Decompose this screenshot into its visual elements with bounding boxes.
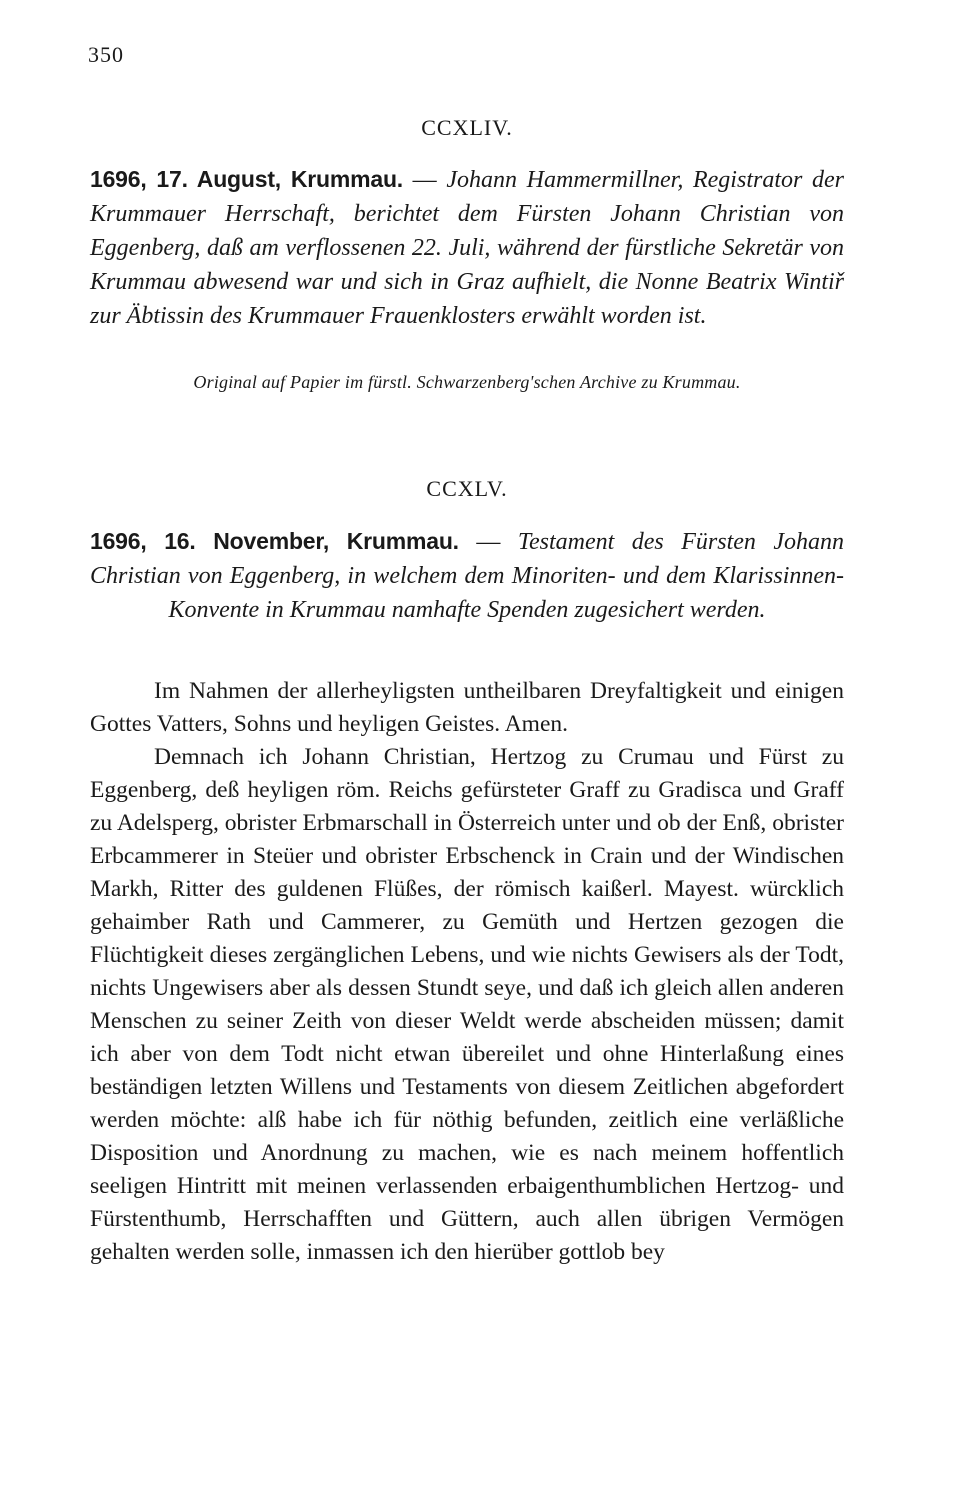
document-body [90, 675, 844, 1269]
page-number: 350 [88, 42, 124, 67]
body-paragraph: Demnach ich Johann Christian, Hertzog zu Crumau und Fürst zu Eggenberg, deß heyligen röm. Reichs gefürsteter Graff zu Gradisca und Graff zu Adelsperg, obrister Erbmarschall in Österreich unter und ob der Enß, obrister Erbcammerer in Steüer und obrister Erbschenck in Crain und der Windischen Markh, Ritter des guldenen Flüßes, der römisch kaißerl. Mayest. würcklich gehaimber Rath und Cammerer, zu Gemüth und Hertzen gezogen die Flüchtigkeit dieses zergänglichen Lebens, und wie nichts Gewisers als der Todt, nichts Ungewisers aber als dessen Stundt seye, und daß ich gleich allen anderen Menschen zu seiner Zeith von dieser Weldt werde abscheiden müssen; damit ich aber von dem Todt nicht etwan übereilet und ohne Hinterlaßung eines beständigen letzten Willens und Testaments von diesem Zeitlichen abgefordert werden möchte: alß habe ich für nöthig befunden, zeitlich eine verläßliche Disposition und Anordnung zu machen, wie es nach meinem hoffentlich seeligen Hintritt mit meinen verlassenden erbaigenthumblichen Hertzog- und Fürstenthumb, Herrschafften und Güttern, auch allen übrigen Vermögen gehalten werden solle, inmassen ich den hierüber gottlob bey [90, 744, 844, 1265]
document-summary: Johann Hammermillner, Registrator der Krummauer Herrschaft, berichtet dem Fürsten Johann Christian von Eggenberg, daß am verflossenen 22. Juli, während der fürstliche Sekretär von Krummau abwesend war und sich in Graz aufhielt, die Nonne Beatrix Wintiř zur Äbtissin des Krummauer Frauenklosters erwählt worden ist. [90, 167, 844, 329]
document-date-place: 1696, 17. August, Krummau. [90, 166, 403, 192]
document-heading [90, 524, 844, 627]
heading-dash: — [476, 529, 501, 555]
document-heading [90, 162, 844, 333]
document-summary: Testament des Fürsten Johann Christian von Eggenberg, in welchem dem Minoriten- und dem Klarissinnen-Konvente in Krummau namhafte Spenden zugesichert werden. [90, 529, 845, 623]
source-note: Original auf Papier im fürstl. Schwarzenberg'schen Archive zu Krummau. [193, 372, 741, 392]
document-number: CCXLV. [426, 476, 508, 501]
body-paragraph: Im Nahmen der allerheyligsten untheilbaren Dreyfaltigkeit und einigen Gottes Vatters, Sohns und heyligen Geistes. Amen. [90, 678, 844, 737]
document-number: CCXLIV. [421, 115, 513, 140]
heading-dash: — [412, 167, 437, 193]
document-date-place: 1696, 16. November, Krummau. [90, 528, 459, 554]
